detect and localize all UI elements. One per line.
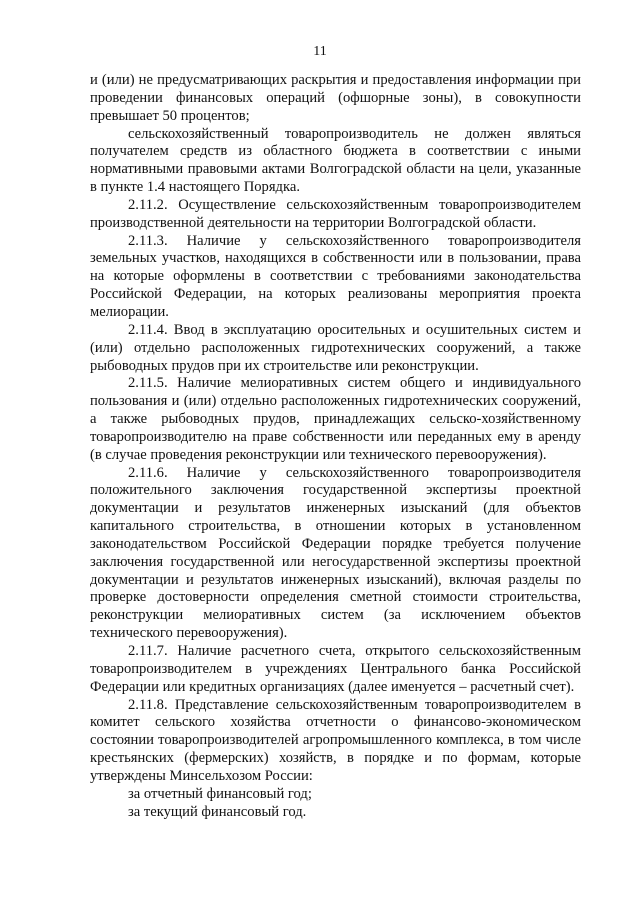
list-item-current-year: за текущий финансовый год. [128, 803, 307, 820]
paragraph-budget-condition: сельскохозяйственный товаропроизводитель не должен являться получателем средств из областного бюджета в соответствии с иными нормативными правовыми актами Волгоградской области на цели, указанные в пункте 1.4 настоящего Порядка. [90, 125, 581, 196]
document-body [90, 72, 581, 821]
paragraph-2-11-5: 2.11.5. Наличие мелиоративных систем общего и индивидуального пользования и (или) отдельно расположенных гидротехнических сооружений, а также рыбоводных прудов, принадлежащих сельско-хозяйственному товаропроизводителю на праве собственности или переданных ему в аренду (в случае проведения реконструкции или технического перевооружения). [90, 375, 581, 463]
paragraph-2-11-4: 2.11.4. Ввод в эксплуатацию оросительных и осушительных систем и (или) отдельно расположенных гидротехнических сооружений, а также рыбоводных прудов при их строительстве или реконструкции. [90, 321, 581, 374]
paragraph-2-11-7: 2.11.7. Наличие расчетного счета, открытого сельскохозяйственным товаропроизводителем в учреждениях Центрального банка Российской Федерации или кредитных организациях (далее именуется – расчетный счет). [90, 643, 581, 695]
paragraph-continuation: и (или) не предусматривающих раскрытия и предоставления информации при проведении финансовых операций (офшорные зоны), в совокупности превышает 50 процентов; [90, 72, 581, 124]
list-item-reporting-year: за отчетный финансовый год; [128, 785, 312, 802]
paragraph-2-11-3: 2.11.3. Наличие у сельскохозяйственного товаропроизводителя земельных участков, находящихся в собственности или в пользовании, права на которые оформлены в соответствии с требованиями законодательства Российской Федерации, на которых реализованы мероприятия проекта мелиорации. [90, 232, 581, 320]
paragraph-2-11-8: 2.11.8. Представление сельскохозяйственным товаропроизводителем в комитет сельского хозяйства отчетности о финансово-экономическом состоянии товаропроизводителей агропромышленного комплекса, в том числе крестьянских (фермерских) хозяйств, в порядке и по формам, которые утверждены Минсельхозом России: [90, 696, 581, 784]
page-number: 11 [313, 44, 327, 59]
paragraph-2-11-2: 2.11.2. Осуществление сельскохозяйственным товаропроизводителем производственной деятельности на территории Волгоградской области. [90, 196, 581, 231]
paragraph-2-11-6: 2.11.6. Наличие у сельскохозяйственного товаропроизводителя положительного заключения государственной экспертизы проектной документации и результатов инженерных изысканий (для объектов капитального строительства, в отношении которых в установленном законодательством Российской Федерации порядке требуется получение заключения государственной или негосударственной экспертизы проектной документации и результатов инженерных изысканий), включая разделы по проверке достоверности определения сметной стоимости строительства, реконструкции мелиоративных систем (за исключением объектов технического перевооружения). [90, 464, 581, 642]
